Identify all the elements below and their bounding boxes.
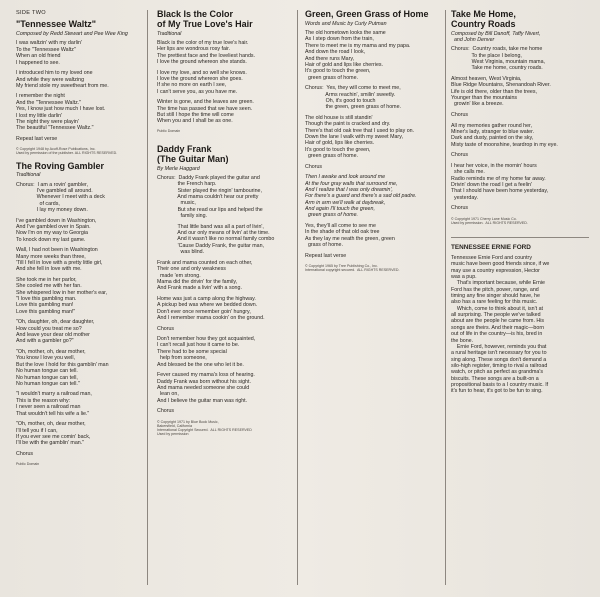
song-title-country-roads: Take Me Home, Country Roads (451, 10, 516, 29)
song-title-green-green-grass: Green, Green Grass of Home (305, 10, 429, 19)
artist-bio-text: Tennessee Ernie Ford and country music have been good friends since, if we may use a country expression, Hector was a pup. That's important because, while Ernie Ford has the pitch, power, range, and timing any fine singer should have, he also has a rare feeling for this music. Which, come to think about it, isn't at all surprising. The people we've talked about are the people he came from. His songs are theirs. And their magic—born out of life in the country—is his, bred in the bone. Ernie Ford, however, reminds you that a rural heritage isn't necessary for you to sing along. These songs don't demand a silo-high register, timing to rival a railroad watch, or pitch as perfect as grandma's biscuits. These songs are a built-on a propositional basis to a I country music. If it's fun to hear, it's got to be fun to sing. (451, 255, 550, 395)
column-divider (147, 10, 148, 585)
stanza: Chorus (305, 163, 323, 170)
stanza: Frank and mama counted on each other, Their one and only weakness made 'em strong. Mama did the drivin' for the family, And Frank made a livin' with a song. (157, 259, 253, 292)
song-credit: Composed by Redd Stewart and Pee Wee King (16, 31, 128, 38)
stanza: Chorus: Country roads, take me home To the place I belong, West Virginia, mountain mama, Take me home, country roads. (451, 46, 546, 72)
stanza: Almost heaven, West Virginia, Blue Ridge Mountains, Shenandoah River. Life is old there, older than the trees, Younger than the mountains growin' like a breeze. (451, 75, 551, 108)
song-note: Chorus (451, 205, 469, 212)
song-note: Repeat last verse (305, 252, 347, 259)
stanza: I love my love, and so well she knows. I love the ground whereon she goes. If she no more on earth I see, I can't serve you, as you have me. (157, 69, 247, 95)
stanza: Fever caused my mama's loss of hearing. Daddy Frank was born without his sight. And mama needed someone she could lean on, And I believe the guitar man was right. (157, 372, 255, 404)
stanza: Then I awake and look around me At the four gray walls that surround me, And I realize that I was only dreamin', For there's a guard and there's a sad old padre. Arm in arm we'll walk at daybreak, And again I'll touch the green, green grass of home. (305, 174, 417, 219)
column-4 (451, 10, 589, 587)
stanza: The old hometown looks the same As I step down from the train, There to meet me is my mama and my papa. And down the road I look, And there runs Mary, Hair of gold and lips like cherries. It's good to touch the green, green grass of home. (305, 30, 411, 81)
copyright-notice: © Copyright 1971 by Blue Book Music, Bakersfield, California International Copyright Secured. ALL RIGHTS RESERVED Used by permission (157, 419, 252, 437)
stanza: I remember the night And the "Tennessee Waltz." Yes, I know just how much I have lost. I lost my little darlin' The night they were playin' The beautiful "Tennessee Waltz." (16, 93, 106, 132)
stanza: "Oh, mother, oh, dear mother, I'll tell you if I can, If you ever see me comin' back, I'll be with the gamblin' man." (16, 421, 91, 447)
copyright-notice: Public Domain (16, 462, 40, 467)
copyright-notice: © Copyright 1948 by Acuff-Rose Publications, Inc. Used by permission of the publisher. ALL RIGHTS RESERVED. (16, 147, 118, 156)
stanza: Chorus: Yes, they will come to meet me, Arms reachin', smilin' sweetly. Oh, it's good to touch the green, green grass of home. (305, 85, 401, 111)
song-credit: Words and Music by Curly Putman (305, 20, 387, 27)
song-credit: Traditional (16, 172, 41, 179)
column-divider (297, 10, 298, 585)
stanza: All my memories gather round her, Miner's lady, stranger to blue water. Dark and dusty, painted on the sky, Misty taste of moonshine, teardrop in my eye. (451, 122, 558, 148)
song-note: Repeat last verse (16, 135, 58, 142)
copyright-notice: Public Domain (157, 128, 181, 133)
stanza: Chorus (157, 325, 175, 332)
stanza: Chorus (451, 152, 469, 159)
stanza: Home was just a camp along the highway. A pickup bed was where we bedded down. Don't ever once remember goin' hungry, And I remember mama cookin' on the ground. (157, 295, 265, 321)
stanza: That little band was all a part of livin', And our only means of livin' at the time. And it wasn't like no normal family combo 'Cause Daddy Frank, the guitar man, was blind. (177, 223, 275, 256)
song-title-black-is-the-color: Black Is the Color of My True Love's Hair (157, 10, 253, 29)
column-1 (16, 10, 141, 587)
stanza: The old house is still standin' Though the paint is cracked and dry. There's that old oak tree that I used to play on. Down the lane I walk with my sweet Mary, Hair of gold, lips like cherries. It's good to touch the green, green grass of home. (305, 114, 415, 159)
song-title-daddy-frank: Daddy Frank (The Guitar Man) (157, 144, 229, 164)
column-3 (305, 10, 443, 587)
stanza: Chorus: I am a rovin' gambler, I've gambled all around. Whenever I meet with a deck of cards, I lay my money down. (16, 181, 105, 214)
song-title-roving-gambler: The Roving Gambler (16, 160, 105, 171)
song-credit: Traditional (157, 30, 182, 37)
stanza: Don't remember how they got acquainted, I can't recall just how it came to be. There had to be some special help from someone, And blessed be the one who let it be. (157, 336, 256, 368)
stanza: I've gambled down in Washington, And I've gambled over in Spain. Now I'm on my way to Georgia To knock down my last game. (16, 217, 97, 243)
copyright-notice: © Copyright 1965 by Tree Publishing Co., Inc. International copyright secured. ALL RIGHTS RESERVED. (305, 263, 400, 273)
stanza: Chorus: Daddy Frank played the guitar and the French harp. Sister played the ringin' tambourine, And mama couldn't hear our pretty music, But she read our lips and helped the family sing. (157, 175, 263, 220)
stanza: Black is the color of my true love's hair. Her lips are wondrous rosy fair. The prettiest face and the loveliest hands. I love the ground whereon she stands. (157, 39, 256, 65)
stanza: She took me in her parlor, She cooled me with her fan. She whispered low in her mother's ear, "I love this gambling man. Love this gambling man! Love this gambling man!" (16, 277, 108, 315)
stanza: I was waltzin' with my darlin' To the "Tennessee Waltz" When an old friend I happened to see. (16, 40, 82, 66)
stanza: Yes, they'll all come to see me In the shade of that old oak tree As they lay me neath the green, green grass of home. (305, 222, 395, 248)
song-note: Chorus (16, 450, 34, 457)
copyright-notice: © Copyright 1971 Cherry Lane Music Co. Used by permission. ALL RIGHTS RESERVED. (451, 216, 528, 225)
song-title-tennessee-waltz: "Tennessee Waltz" (16, 19, 97, 30)
column-2 (157, 10, 292, 587)
song-credit: By Merle Haggard (157, 165, 200, 172)
stanza: Chorus (451, 111, 469, 118)
artist-bio-title: TENNESSEE ERNIE FORD (451, 237, 589, 251)
song-note: Chorus (157, 408, 175, 415)
stanza: "I wouldn't marry a railroad man, This is the reason why: I never seen a railroad man That wouldn't tell his wife a lie." (16, 391, 92, 417)
stanza: I hear her voice, in the mornin' hours she calls me. Radio reminds me of my home far away. Drivin' down the road I get a feelin' That I should have been home yesterday, yesterday. (451, 162, 549, 201)
stanza: Wall, I had not been in Washington Many more weeks than three, 'Till I fell in love with a pretty little girl, And she fell in love with me. (16, 247, 103, 273)
stanza: "Oh, mother, oh, dear mother, You know I love you well, But the love I hold for this gamblin' man No human tongue can tell. No human tongue can tell, No human tongue can tell." (16, 349, 109, 387)
song-credit: Composed by Bill Danoff, Taffy Nivert, and John Denver (451, 30, 541, 43)
stanza: "Oh, daughter, oh, dear daughter, How could you treat me so? And leave your dear old mother And with a gambler go?" (16, 319, 95, 345)
stanza: I introduced him to my loved one And while they were waltzing My friend stole my sweetheart from me. (16, 70, 109, 89)
stanza: Winter is gone, and the leaves are green. The time has passed that we have seen. But still I hope the time will come When you and I shall be as one. (157, 99, 254, 125)
column-divider (445, 10, 446, 585)
side-label: SIDE TWO (16, 10, 46, 16)
